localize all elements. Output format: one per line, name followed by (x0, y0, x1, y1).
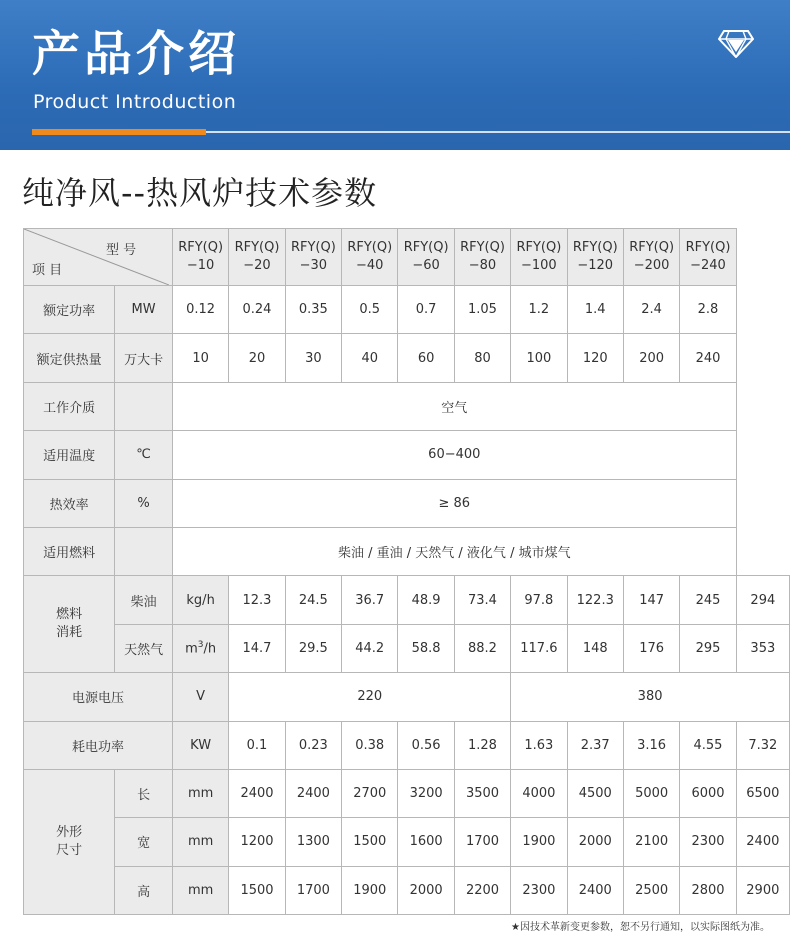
table-cell: 1.4 (567, 286, 623, 334)
table-cell: 0.24 (229, 286, 285, 334)
table-cell: 1.2 (511, 286, 567, 334)
table-cell: 2200 (454, 866, 510, 914)
table-cell: 60 (398, 334, 454, 382)
table-cell: 0.7 (398, 286, 454, 334)
table-cell: 44.2 (342, 624, 398, 672)
table-cell: 2300 (511, 866, 567, 914)
table-cell: 1600 (398, 818, 454, 866)
table-cell: 120 (567, 334, 623, 382)
table-cell: 1.63 (511, 721, 567, 769)
row-unit: V (172, 673, 228, 721)
table-cell: 3200 (398, 769, 454, 817)
group-label-fuel: 燃料 消耗 (24, 576, 115, 673)
row-unit: mm (172, 866, 228, 914)
diamond-icon (718, 30, 754, 58)
row-label: 耗电功率 (24, 721, 173, 769)
table-cell: 1700 (285, 866, 341, 914)
row-label: 工作介质 (24, 382, 115, 430)
row-label: 热效率 (24, 479, 115, 527)
divider-line (206, 131, 790, 133)
table-cell: 176 (623, 624, 679, 672)
table-cell: 148 (567, 624, 623, 672)
table-cell: 29.5 (285, 624, 341, 672)
row-label: 宽 (115, 818, 173, 866)
header-corner-cell (24, 229, 173, 286)
table-cell: 6000 (680, 769, 736, 817)
table-cell: 0.56 (398, 721, 454, 769)
table-cell: 1500 (229, 866, 285, 914)
table-cell: 1900 (342, 866, 398, 914)
model-cell: RFY(Q) −240 (680, 229, 736, 286)
table-cell: 2500 (623, 866, 679, 914)
row-unit: ℃ (115, 431, 173, 479)
row-label: 额定功率 (24, 286, 115, 334)
table-cell: 4500 (567, 769, 623, 817)
table-header-row (24, 229, 790, 286)
spec-table (23, 228, 790, 915)
accent-bar (32, 129, 206, 135)
table-row (24, 818, 790, 866)
row-unit: kg/h (172, 576, 228, 624)
table-cell-merged: ≥ 86 (172, 479, 736, 527)
table-cell: 97.8 (511, 576, 567, 624)
model-cell: RFY(Q) −60 (398, 229, 454, 286)
table-cell-merged: 220 (229, 673, 511, 721)
row-unit: mm (172, 818, 228, 866)
section-title: 纯净风--热风炉技术参数 (22, 174, 378, 212)
table-row (24, 479, 790, 527)
table-cell: 4.55 (680, 721, 736, 769)
table-cell: 122.3 (567, 576, 623, 624)
row-unit: MW (115, 286, 173, 334)
row-label: 高 (115, 866, 173, 914)
table-cell: 2400 (285, 769, 341, 817)
row-unit: % (115, 479, 173, 527)
table-cell: 240 (680, 334, 736, 382)
table-cell: 1200 (229, 818, 285, 866)
table-cell: 2900 (736, 866, 789, 914)
table-cell: 2.37 (567, 721, 623, 769)
row-label: 电源电压 (24, 673, 173, 721)
table-cell: 36.7 (342, 576, 398, 624)
row-label: 柴油 (115, 576, 173, 624)
table-cell: 40 (342, 334, 398, 382)
table-cell: 0.1 (229, 721, 285, 769)
table-cell: 2400 (736, 818, 789, 866)
model-cell: RFY(Q) −40 (342, 229, 398, 286)
table-cell: 0.12 (172, 286, 228, 334)
table-cell: 1300 (285, 818, 341, 866)
table-cell: 353 (736, 624, 789, 672)
table-cell: 2400 (567, 866, 623, 914)
table-cell: 1.05 (454, 286, 510, 334)
table-cell: 88.2 (454, 624, 510, 672)
table-cell: 3.16 (623, 721, 679, 769)
table-cell: 20 (229, 334, 285, 382)
table-cell: 10 (172, 334, 228, 382)
table-row (24, 527, 790, 575)
model-cell: RFY(Q) −20 (229, 229, 285, 286)
table-cell: 147 (623, 576, 679, 624)
row-unit: mm (172, 769, 228, 817)
table-row (24, 721, 790, 769)
row-label: 适用燃料 (24, 527, 115, 575)
table-row (24, 673, 790, 721)
table-cell: 2300 (680, 818, 736, 866)
table-cell: 24.5 (285, 576, 341, 624)
model-cell: RFY(Q) −30 (285, 229, 341, 286)
table-cell: 1900 (511, 818, 567, 866)
page-title: 产品介绍 (32, 26, 241, 82)
table-cell: 0.23 (285, 721, 341, 769)
model-cell: RFY(Q) −120 (567, 229, 623, 286)
table-cell: 12.3 (229, 576, 285, 624)
table-cell: 2800 (680, 866, 736, 914)
row-unit: KW (172, 721, 228, 769)
row-unit-empty (115, 382, 173, 430)
row-unit: 万大卡 (115, 334, 173, 382)
table-cell-merged: 柴油 / 重油 / 天然气 / 液化气 / 城市煤气 (172, 527, 736, 575)
table-cell: 0.38 (342, 721, 398, 769)
table-cell: 58.8 (398, 624, 454, 672)
table-cell: 7.32 (736, 721, 789, 769)
table-cell: 2400 (229, 769, 285, 817)
table-row (24, 866, 790, 914)
table-cell: 245 (680, 576, 736, 624)
page-subtitle: Product Introduction (33, 91, 237, 113)
table-row (24, 431, 790, 479)
table-cell: 48.9 (398, 576, 454, 624)
table-cell: 2.8 (680, 286, 736, 334)
row-label: 天然气 (115, 624, 173, 672)
table-cell: 200 (623, 334, 679, 382)
model-cell: RFY(Q) −10 (172, 229, 228, 286)
group-label-dimensions: 外形 尺寸 (24, 769, 115, 914)
table-cell-merged: 380 (511, 673, 790, 721)
table-row (24, 576, 790, 624)
table-row (24, 382, 790, 430)
table-cell: 6500 (736, 769, 789, 817)
row-label: 适用温度 (24, 431, 115, 479)
table-cell-merged: 60−400 (172, 431, 736, 479)
item-header-label: 项 目 (32, 263, 63, 278)
table-cell: 294 (736, 576, 789, 624)
table-cell: 117.6 (511, 624, 567, 672)
table-cell: 1500 (342, 818, 398, 866)
table-cell: 2.4 (623, 286, 679, 334)
table-cell: 2100 (623, 818, 679, 866)
table-row (24, 769, 790, 817)
table-cell: 0.35 (285, 286, 341, 334)
row-label: 额定供热量 (24, 334, 115, 382)
table-cell: 80 (454, 334, 510, 382)
table-cell: 2700 (342, 769, 398, 817)
row-unit: $m^3/h$ (172, 624, 228, 672)
footnote: ★因技术革新变更参数，恕不另行通知，以实际图纸为准。 (511, 922, 770, 933)
model-cell: RFY(Q) −200 (623, 229, 679, 286)
table-cell: 5000 (623, 769, 679, 817)
table-cell: 73.4 (454, 576, 510, 624)
model-header-label: 型 号 (106, 243, 137, 258)
table-cell: 14.7 (229, 624, 285, 672)
table-cell-merged: 空气 (172, 382, 736, 430)
table-row (24, 624, 790, 672)
table-cell: 4000 (511, 769, 567, 817)
table-row (24, 334, 790, 382)
table-cell: 2000 (567, 818, 623, 866)
table-cell: 295 (680, 624, 736, 672)
table-cell: 2000 (398, 866, 454, 914)
table-cell: 30 (285, 334, 341, 382)
table-cell: 0.5 (342, 286, 398, 334)
row-label: 长 (115, 769, 173, 817)
model-cell: RFY(Q) −80 (454, 229, 510, 286)
row-unit-empty (115, 527, 173, 575)
table-cell: 1.28 (454, 721, 510, 769)
model-cell: RFY(Q) −100 (511, 229, 567, 286)
header-banner (0, 0, 790, 150)
table-cell: 3500 (454, 769, 510, 817)
table-cell: 1700 (454, 818, 510, 866)
table-cell: 100 (511, 334, 567, 382)
table-row (24, 286, 790, 334)
